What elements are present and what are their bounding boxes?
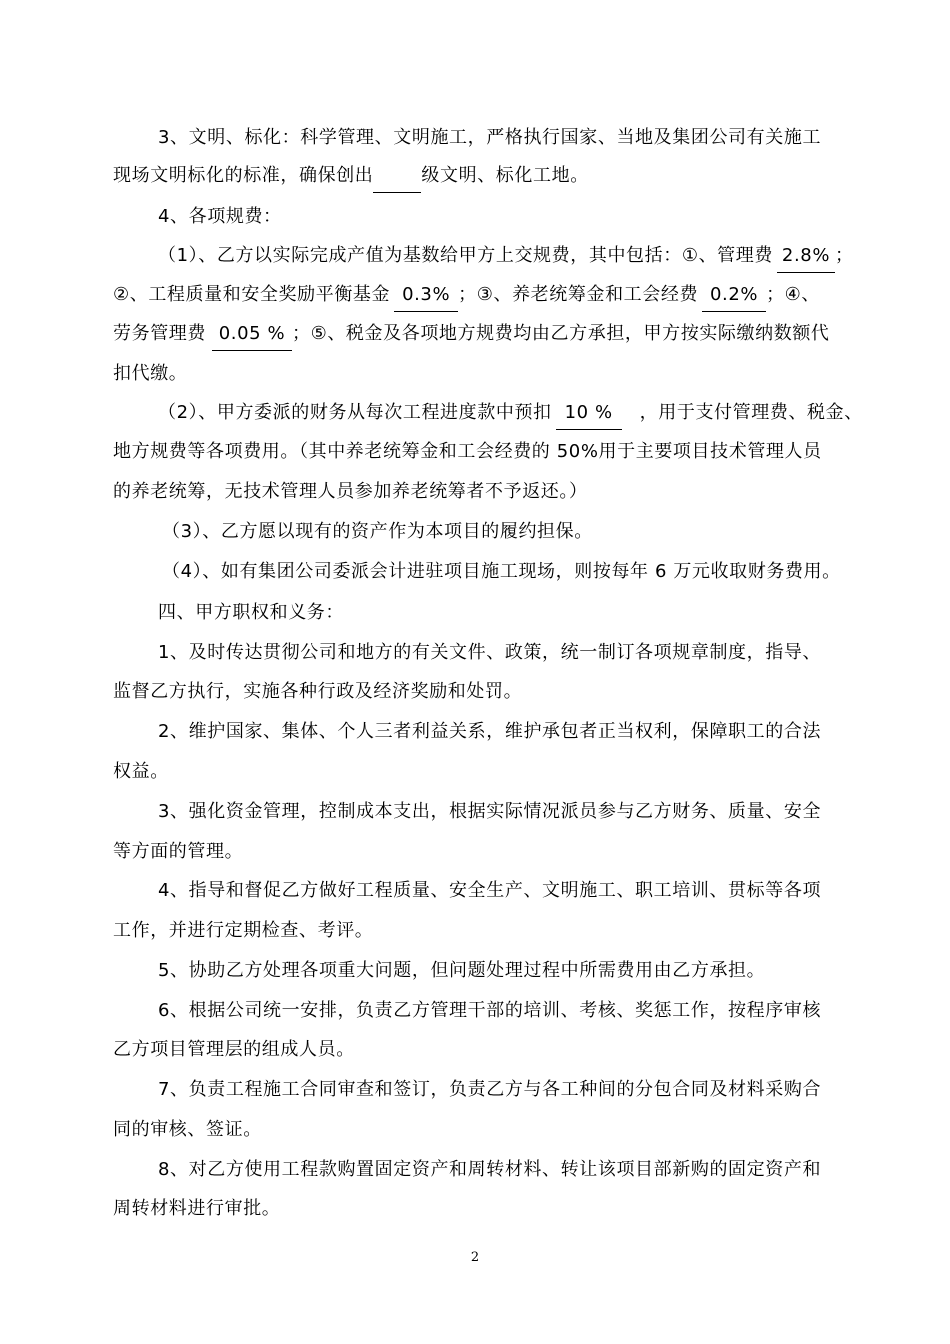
- accounting-fee-para: （4）、如有集团公司委派会计进驻项目施工现场，则按每年 6 万元收取财务费用。: [162, 561, 841, 582]
- duty-3-line-1: 3、强化资金管理，控制成本支出，根据实际情况派员参与乙方财务、质量、安全: [158, 801, 822, 822]
- withhold-text: （2）、甲方委派的财务从每次工程进度款中预扣: [158, 402, 552, 423]
- duty-2-line-1: 2、维护国家、集体、个人三者利益关系，维护承包者正当权利，保障职工的合法: [158, 721, 822, 742]
- withhold-text: ，用于支付管理费、税金、: [639, 402, 863, 423]
- fee-para-line-3: [113, 322, 830, 351]
- duty-6-line-2: 乙方项目管理层的组成人员。: [113, 1039, 355, 1060]
- fee-para-line-1: [158, 244, 854, 273]
- clause-3-text-end: 级文明、标化工地。: [421, 165, 589, 186]
- management-fee-value: 2.8%: [777, 244, 835, 273]
- duty-8-line-1: 8、对乙方使用工程款购置固定资产和周转材料、转让该项目部新购的固定资产和: [158, 1159, 822, 1180]
- safety-fund-value: 0.3%: [394, 283, 458, 312]
- fee-para-text: ；⑤、税金及各项地方规费均由乙方承担，甲方按实际缴纳数额代: [292, 323, 830, 344]
- duty-3-line-2: 等方面的管理。: [113, 841, 244, 862]
- duty-2-line-2: 权益。: [113, 761, 169, 782]
- clause-4-title: 4、各项规费：: [158, 206, 282, 227]
- duty-4-line-1: 4、指导和督促乙方做好工程质量、安全生产、文明施工、职工培训、贯标等各项: [158, 880, 822, 901]
- clause-3-line-2: [113, 164, 589, 193]
- withhold-para-line-2: 地方规费等各项费用。（其中养老统筹金和工会经费的 50%用于主要项目技术管理人员: [113, 441, 822, 462]
- labor-fee-value: 0.05 %: [212, 322, 292, 351]
- fee-para-line-2: [113, 283, 820, 312]
- page-number: 2: [470, 1250, 480, 1265]
- duty-1-line-2: 监督乙方执行，实施各种行政及经济奖励和处罚。: [113, 681, 523, 702]
- fee-para-sep: ；: [835, 245, 854, 266]
- fee-para-line-4: 扣代缴。: [113, 363, 188, 384]
- duty-1-line-1: 1、及时传达贯彻公司和地方的有关文件、政策，统一制订各项规章制度，指导、: [158, 642, 822, 663]
- clause-3-text: 现场文明标化的标准，确保创出: [113, 165, 374, 186]
- duty-5: 5、协助乙方处理各项重大问题，但问题处理过程中所需费用由乙方承担。: [158, 960, 766, 981]
- duty-8-line-2: 周转材料进行审批。: [113, 1198, 281, 1219]
- withhold-percent-value: 10 %: [556, 401, 622, 430]
- fee-para-text: 劳务管理费: [113, 323, 206, 344]
- duty-7-line-1: 7、负责工程施工合同审查和签订，负责乙方与各工种间的分包合同及材料采购合: [158, 1079, 822, 1100]
- fee-para-text: ；④、: [766, 284, 821, 305]
- pension-fund-value: 0.2%: [702, 283, 766, 312]
- clause-3-line-1: 3、文明、标化：科学管理、文明施工，严格执行国家、当地及集团公司有关施工: [158, 127, 822, 148]
- fee-para-text: ②、工程质量和安全奖励平衡基金: [113, 284, 391, 305]
- civilization-level-blank: [373, 164, 421, 193]
- fee-para-text: （1）、乙方以实际完成产值为基数给甲方上交规费，其中包括：①、管理费: [158, 245, 773, 266]
- duty-7-line-2: 同的审核、签证。: [113, 1119, 262, 1140]
- section-heading: 四、甲方职权和义务：: [158, 602, 344, 623]
- withhold-para-line-1: [158, 401, 863, 430]
- guarantee-para: （3）、乙方愿以现有的资产作为本项目的履约担保。: [162, 521, 593, 542]
- withhold-para-line-3: 的养老统筹，无技术管理人员参加养老统筹者不予返还。）: [113, 481, 588, 502]
- duty-6-line-1: 6、根据公司统一安排，负责乙方管理干部的培训、考核、奖惩工作，按程序审核: [158, 1000, 822, 1021]
- fee-para-text: ；③、养老统筹金和工会经费: [458, 284, 699, 305]
- duty-4-line-2: 工作，并进行定期检查、考评。: [113, 920, 374, 941]
